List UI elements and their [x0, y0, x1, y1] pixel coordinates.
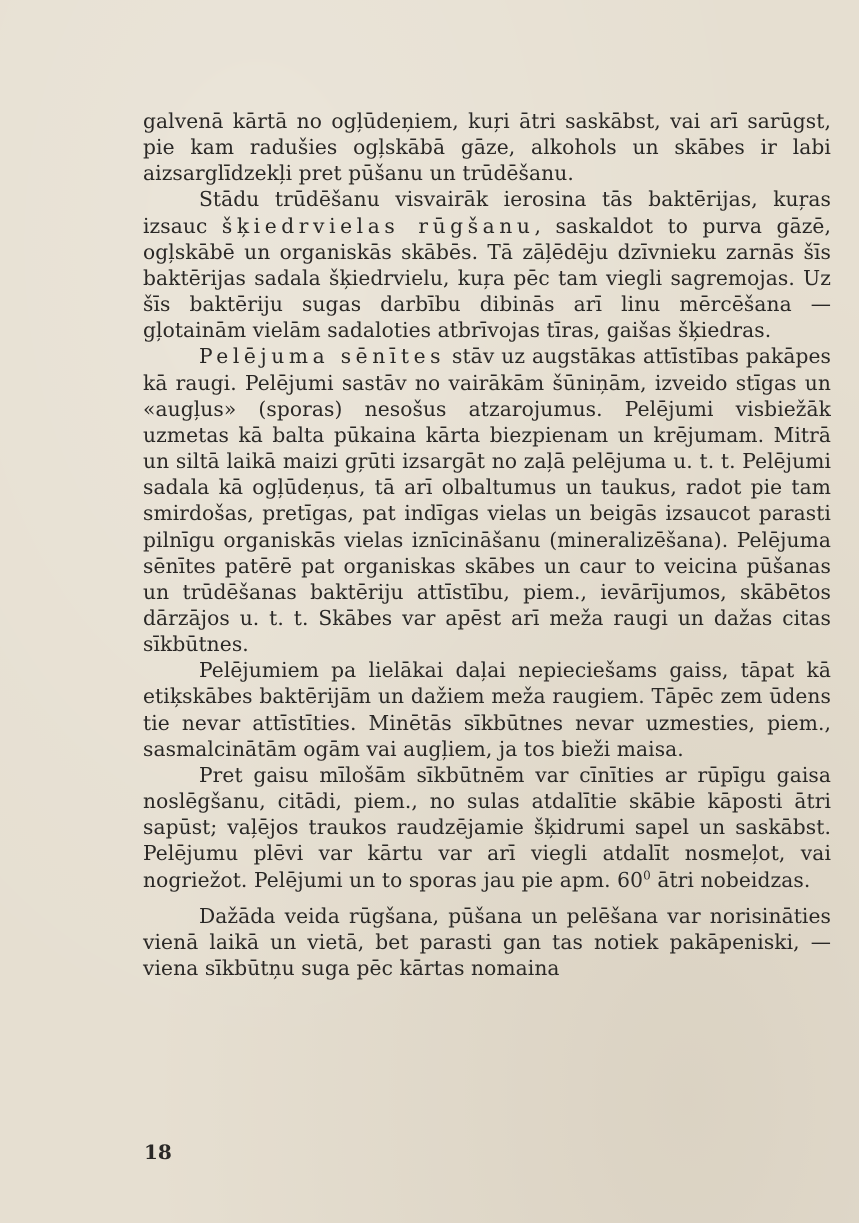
text-run: Pret gaisu mīlošām sīkbūtnēm var cīnīties ar rūpīgu gaisa noslēgšanu, citādi, piem., no sulas atdalītie skābie kāposti ātri sapūst; vaļējos traukos raudzējamie šķidrumi sapel un saskābst. Pelējumu plēvi var kārtu var arī viegli atdalīt nosmeļot, vai nogriežot. Pelējumi un to sporas jau pie apm. 60 [143, 762, 831, 892]
page-number: 18 [144, 1140, 172, 1164]
text-run: ātri nobeidzas. [650, 867, 811, 892]
text-run: Pelējumiem pa lielākai daļai nepieciešams gaiss, tāpat kā etiķskābes baktērijām un dažiem meža raugiem. Tāpēc zem ūdens tie nevar attīstīties. Minētās sīkbūtnes nevar uzmesties, piem., sasmalcinātām ogām vai augļiem, ja tos bieži maisa. [143, 658, 831, 761]
text-run: Stādu trūdēšanu visvairāk ierosina tās baktērijas, kuŗas izsauc [143, 187, 831, 238]
text-run: , saskaldot to purva gāzē, ogļskābē un organiskās skābēs. Tā zāļēdēju dzīvnieku zarnās šīs baktērijas sadala šķiedrvielu, kuŗa pēc tam viegli sagremojas. Uz šīs baktēriju sugas darbību dibinās arī linu mērcēšana — gļotainām vielām sadaloties atbrīvojas tīras, gaišas šķiedras. [143, 213, 831, 343]
paragraph-5 [143, 762, 831, 893]
spaced-term: šķiedrvielas rūgšanu [221, 213, 535, 238]
paragraph-6 [143, 903, 831, 981]
body-text [143, 108, 831, 981]
text-run: galvenā kārtā no ogļūdeņiem, kuŗi ātri saskābst, vai arī sarūgst, pie kam radušies ogļskābā gāze, alkohols un skābes ir labi aizsarglīdzekļi pret pūšanu un trūdēšanu. [143, 109, 831, 186]
text-run: Dažāda veida rūgšana, pūšana un pelēšana var norisināties vienā laikā un vietā, bet parasti gan tas notiek pakāpeniski, — viena sīkbūtņu suga pēc kārtas nomaina [143, 903, 831, 980]
paragraph-3 [143, 343, 831, 657]
text-run: stāv uz augstākas attīstības pakāpes kā raugi. Pelējumi sastāv no vairākām šūniņām, izveido stīgas un «augļus» (sporas) nesošus atzarojumus. Pelējumi visbiežāk uzmetas kā balta pūkaina kārta biezpienam un krējumam. Mitrā un siltā laikā maizi gŗūti izsargāt no zaļā pelējuma u. t. t. Pelējumi sadala kā ogļūdeņus, tā arī olbaltumus un taukus, radot pie tam smirdošas, pretīgas, pat indīgas vielas un beigās izsaucot parasti pilnīgu organiskās vielas iznīcināšanu (mineralizēšana). Pelējuma sēnītes patērē pat organiskas skābes un caur to veicina pūšanas un trūdēšanas baktēriju attīstību, piem., ievārījumos, skābētos dārzājos u. t. t. Skābes var apēst arī meža raugi un dažas citas sīkbūtnes. [143, 344, 831, 657]
spaced-term: Pelējuma sēnītes [199, 344, 446, 369]
paragraph-4 [143, 657, 831, 762]
superscript: 0 [643, 867, 651, 882]
paragraph-1 [143, 108, 831, 186]
paragraph-2 [143, 186, 831, 343]
